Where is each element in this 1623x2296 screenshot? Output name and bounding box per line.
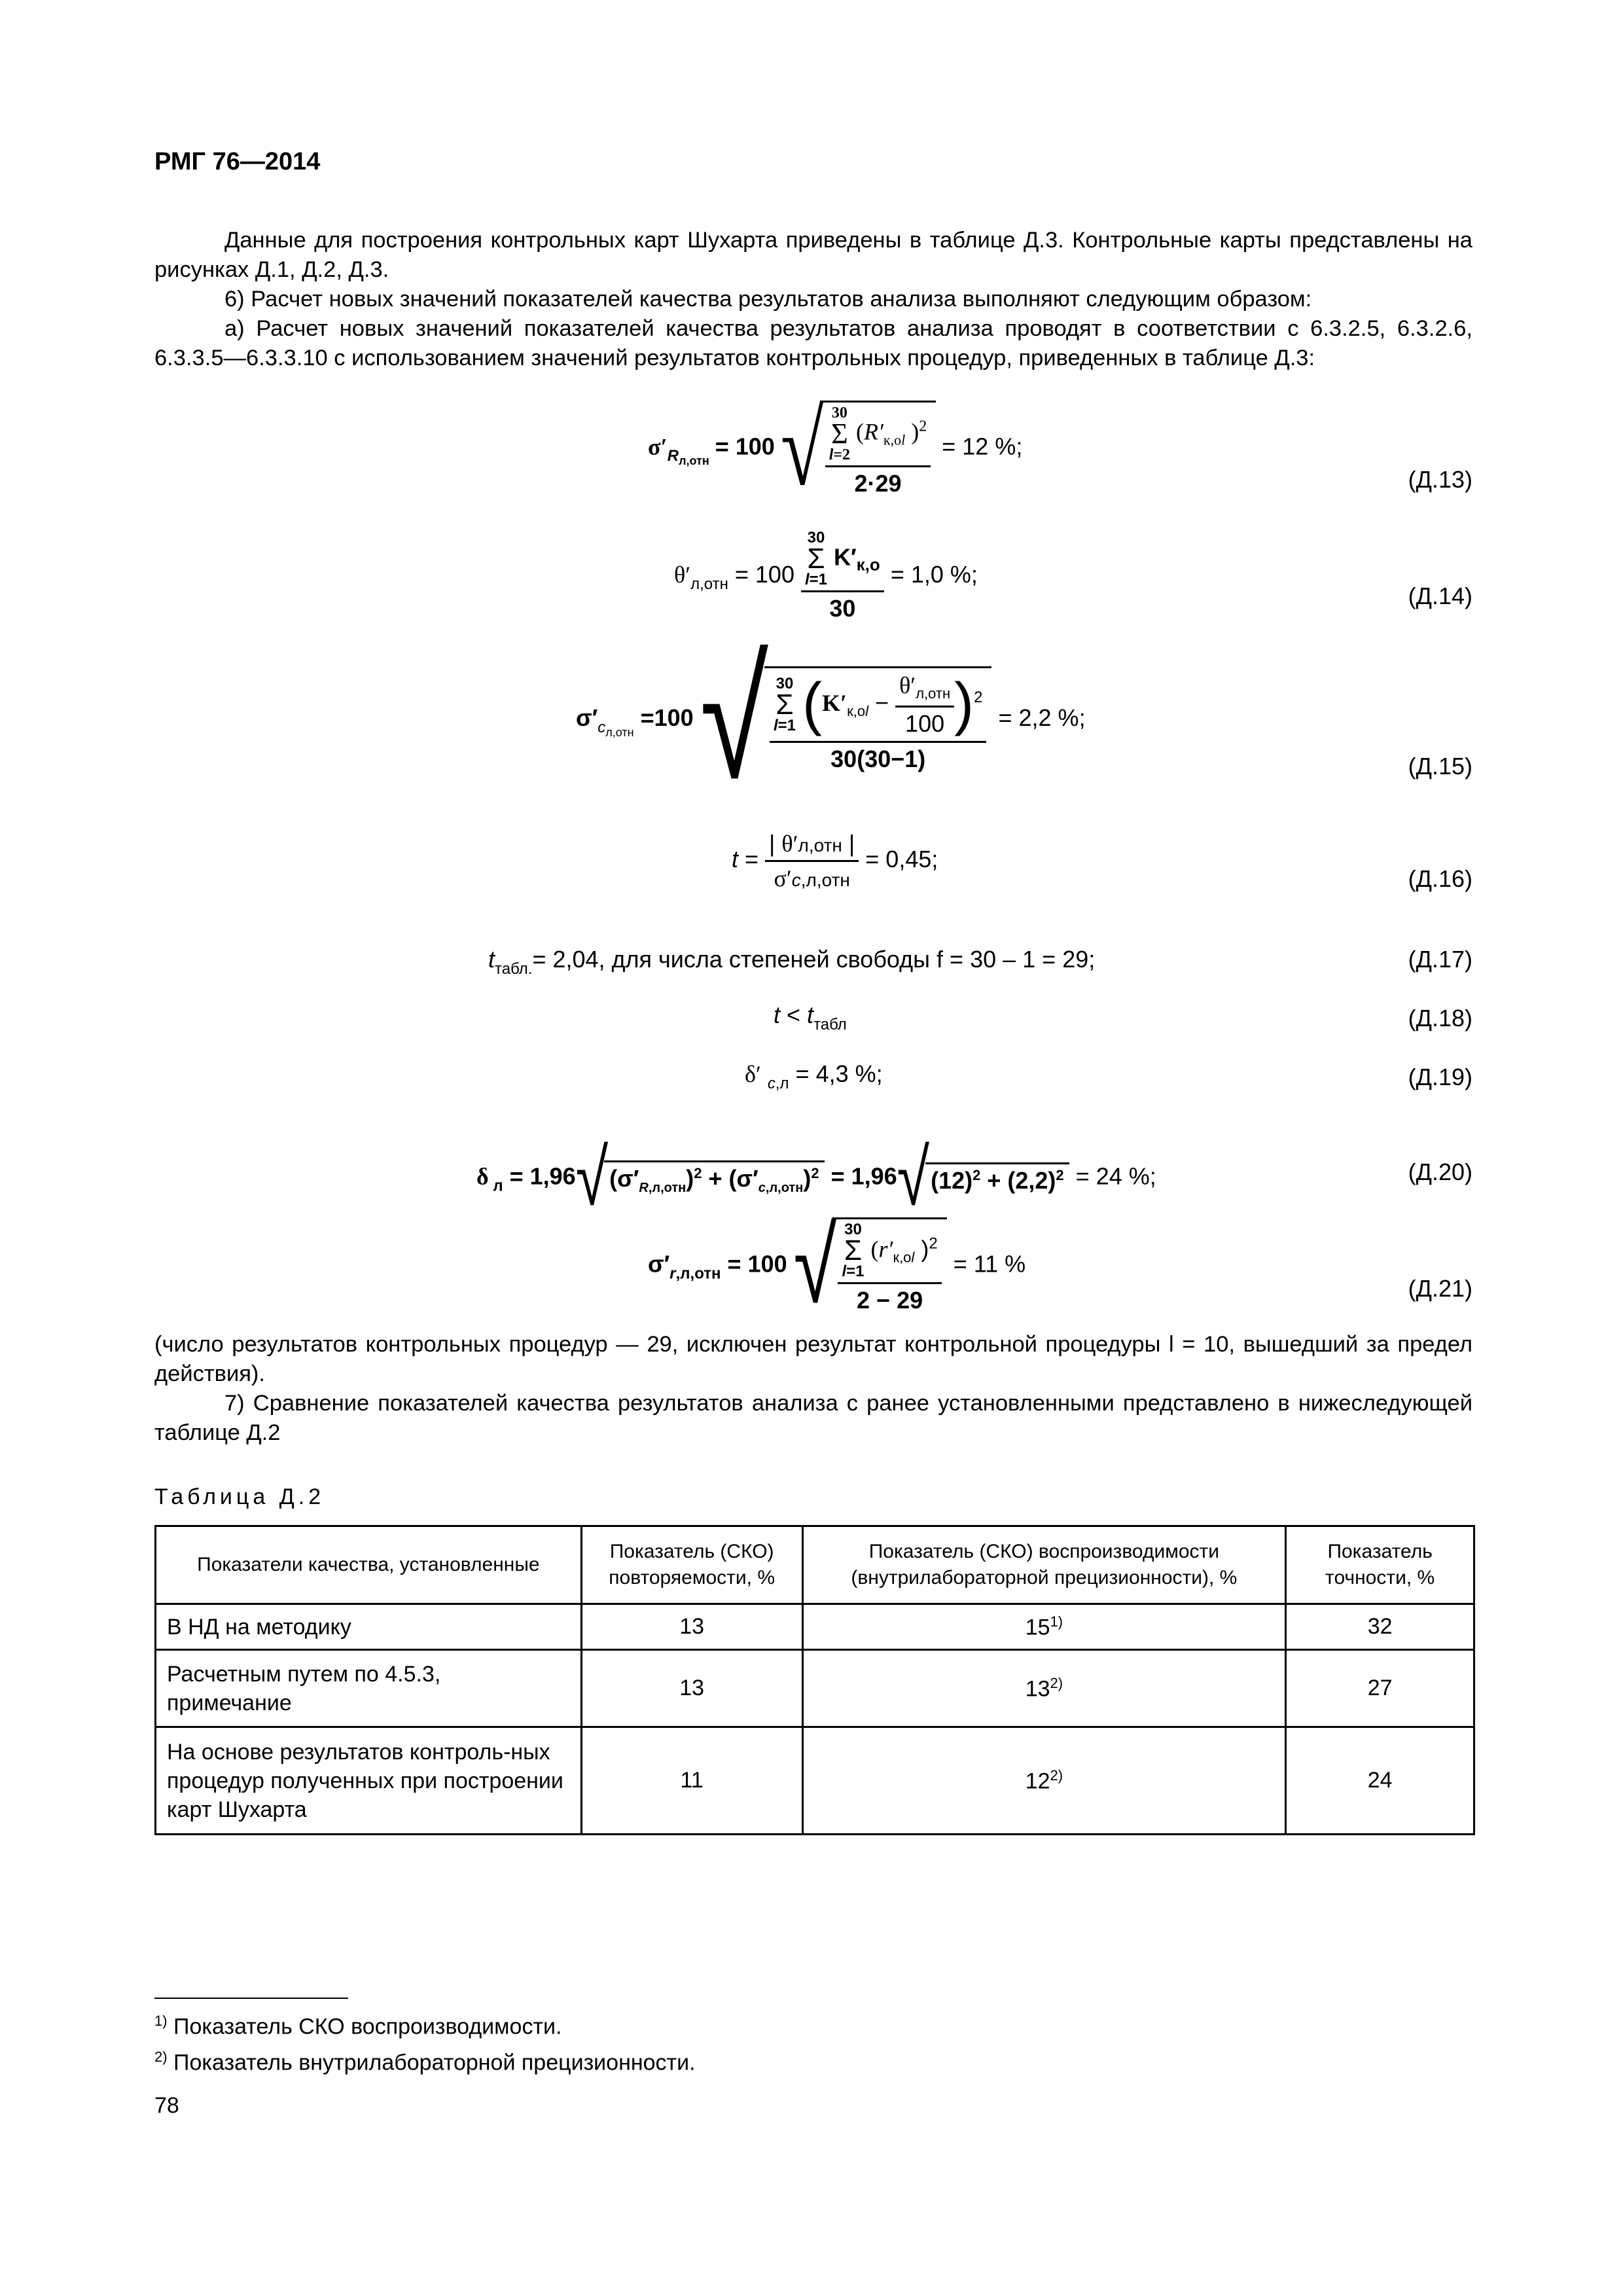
formula-d17-text: = 2,04, для числа степеней свободы f = 30 – 1 = 29; <box>532 946 1096 973</box>
footnote-ref: 1) <box>1050 1613 1063 1630</box>
formula-d14: $\theta'_{л,отн} = 100$ 30 Σ l=1 $K'_{к,о}$ 30 = 1,0 %; <box>674 529 978 622</box>
formula-d15: $\sigma'_{c_{л,отн}} =100$ √ 30 Σ l=1 ($K'_{к,оl}$ − $\frac{\theta'_{л,отн}}{100}$ )$^2$ 30(30−1) = 2,2 %; <box>576 626 1086 814</box>
eq-number-d21: (Д.21) <box>1408 1275 1472 1302</box>
paragraph-exclusion-note: (число результатов контрольных процедур — 29, исключен результат контрольной процедуры l = 10, вышедший за предел действия). <box>154 1332 1472 1386</box>
row-repeatability: 11 <box>581 1727 802 1835</box>
row-accuracy: 24 <box>1286 1727 1474 1835</box>
formula-d21: $\sigma'_{r,л,отн} = 100$ √ 30 Σ l=1 ($r'_{к,оl}$ )$^2$ 2 − 29 = 11 % <box>648 1206 1026 1325</box>
footnote-1-mark: 1) <box>154 2013 168 2029</box>
eq-number-d16: (Д.16) <box>1408 865 1472 892</box>
footnote-2 <box>154 2049 696 2075</box>
footnote-2-text: Показатель внутрилабораторной прецизионности. <box>173 2050 696 2075</box>
formula-d13-result: = 12 %; <box>942 433 1023 460</box>
eq-number-d18: (Д.18) <box>1408 1005 1472 1031</box>
page-number: 78 <box>154 2093 179 2118</box>
row-accuracy: 32 <box>1286 1604 1474 1650</box>
row-label: Расчетным путем по 4.5.3, примечание <box>156 1650 582 1727</box>
table-row <box>156 1727 1474 1835</box>
table-header-row <box>156 1526 1474 1604</box>
table-caption: Таблица Д.2 <box>154 1484 325 1509</box>
document-header: РМГ 76—2014 <box>154 148 321 175</box>
formula-d18: $t < t_{табл}$ <box>774 1001 847 1033</box>
header-repeatability: Показатель (СКО) повторяемости, % <box>581 1526 802 1604</box>
formula-d20: δ $_л = 1,96√(\sigma'_{R,л,отн})^2 + (\sigma'_{c,л,отн})^2 = 1,96√(12)^2 + (2,2)^2 = 24$ %; <box>476 1134 1156 1223</box>
quality-indicators-table <box>154 1525 1475 1835</box>
formula-d21-result: = 11 % <box>953 1250 1026 1278</box>
formula-d20-result: = 24 %; <box>1075 1162 1156 1190</box>
eq-number-d20: (Д.20) <box>1408 1158 1472 1185</box>
footnote-2-mark: 2) <box>154 2049 168 2065</box>
paragraph-step-7: 7) Сравнение показателей качества результатов анализа с ранее установленными представлено в нижеследующей таблице Д.2 <box>154 1391 1472 1445</box>
row-reproducibility: 15$^{1)}$ <box>802 1604 1286 1650</box>
table-row <box>156 1650 1474 1727</box>
table-row <box>156 1604 1474 1650</box>
row-reproducibility: 13$^{2)}$ <box>802 1650 1286 1727</box>
footnote-ref: 2) <box>1050 1767 1063 1784</box>
formula-d13: $\sigma'_{R_{л,отн}} = 100$ √ 30 Σ l=2 ($R'_{к,оl}$ )$^2$ 2·29 = 12 %; <box>648 389 1023 508</box>
footnote-separator <box>154 1998 348 1999</box>
eq-number-d13: (Д.13) <box>1408 466 1472 493</box>
row-repeatability: 13 <box>581 1650 802 1727</box>
paragraph-step-6a: а) Расчет новых значений показателей качества результатов анализа проводят в соответствии с 6.3.2.5, 6.3.2.6, 6.3.3.5—6.3.3.10 с использованием значений результатов контрольных процедур, приведенных в таблице Д.3: <box>154 316 1472 370</box>
paragraph-charts: Данные для построения контрольных карт Шухарта приведены в таблице Д.3. Контрольные карты представлены на рисунках Д.1, Д.2, Д.3. <box>154 228 1472 282</box>
formula-d14-result: = 1,0 %; <box>890 561 978 588</box>
header-indicators: Показатели качества, установленные <box>156 1526 582 1604</box>
footnote-1-text: Показатель СКО воспроизводимости. <box>173 2014 562 2039</box>
eq-number-d14: (Д.14) <box>1408 583 1472 609</box>
eq-number-d15: (Д.15) <box>1408 753 1472 780</box>
formula-d15-result: = 2,2 %; <box>998 704 1086 732</box>
row-label: На основе результатов контроль-ных процедур полученных при построении карт Шухарта <box>156 1727 582 1835</box>
row-repeatability: 13 <box>581 1604 802 1650</box>
formula-d19: δ′ $_{с,л}$ = 4,3 %; <box>745 1060 883 1092</box>
footnote-ref: 2) <box>1050 1674 1063 1691</box>
formula-d17: $t_{табл.}= 2,04$, для числа степеней свободы f = 30 – 1 = 29; <box>488 946 1096 978</box>
row-label: В НД на методику <box>156 1604 582 1650</box>
row-accuracy: 27 <box>1286 1650 1474 1727</box>
formula-d16-result: = 0,45; <box>865 846 938 873</box>
footnote-1 <box>154 2013 562 2039</box>
formula-d16: t = $\frac{\text{| θ′л,отн |}}{\text{σ′с,л,отн}}$ = 0,45; <box>732 830 938 891</box>
paragraph-step-6: 6) Расчет новых значений показателей качества результатов анализа выполняют следующим образом: <box>224 287 1312 312</box>
eq-number-d17: (Д.17) <box>1408 946 1472 973</box>
header-reproducibility: Показатель (СКО) воспроизводимости (внутрилабораторной прецизионности), % <box>802 1526 1286 1604</box>
header-accuracy: Показатель точности, % <box>1286 1526 1474 1604</box>
formula-d19-result: = 4,3 %; <box>795 1060 883 1087</box>
row-reproducibility: 12$^{2)}$ <box>802 1727 1286 1835</box>
eq-number-d19: (Д.19) <box>1408 1064 1472 1090</box>
